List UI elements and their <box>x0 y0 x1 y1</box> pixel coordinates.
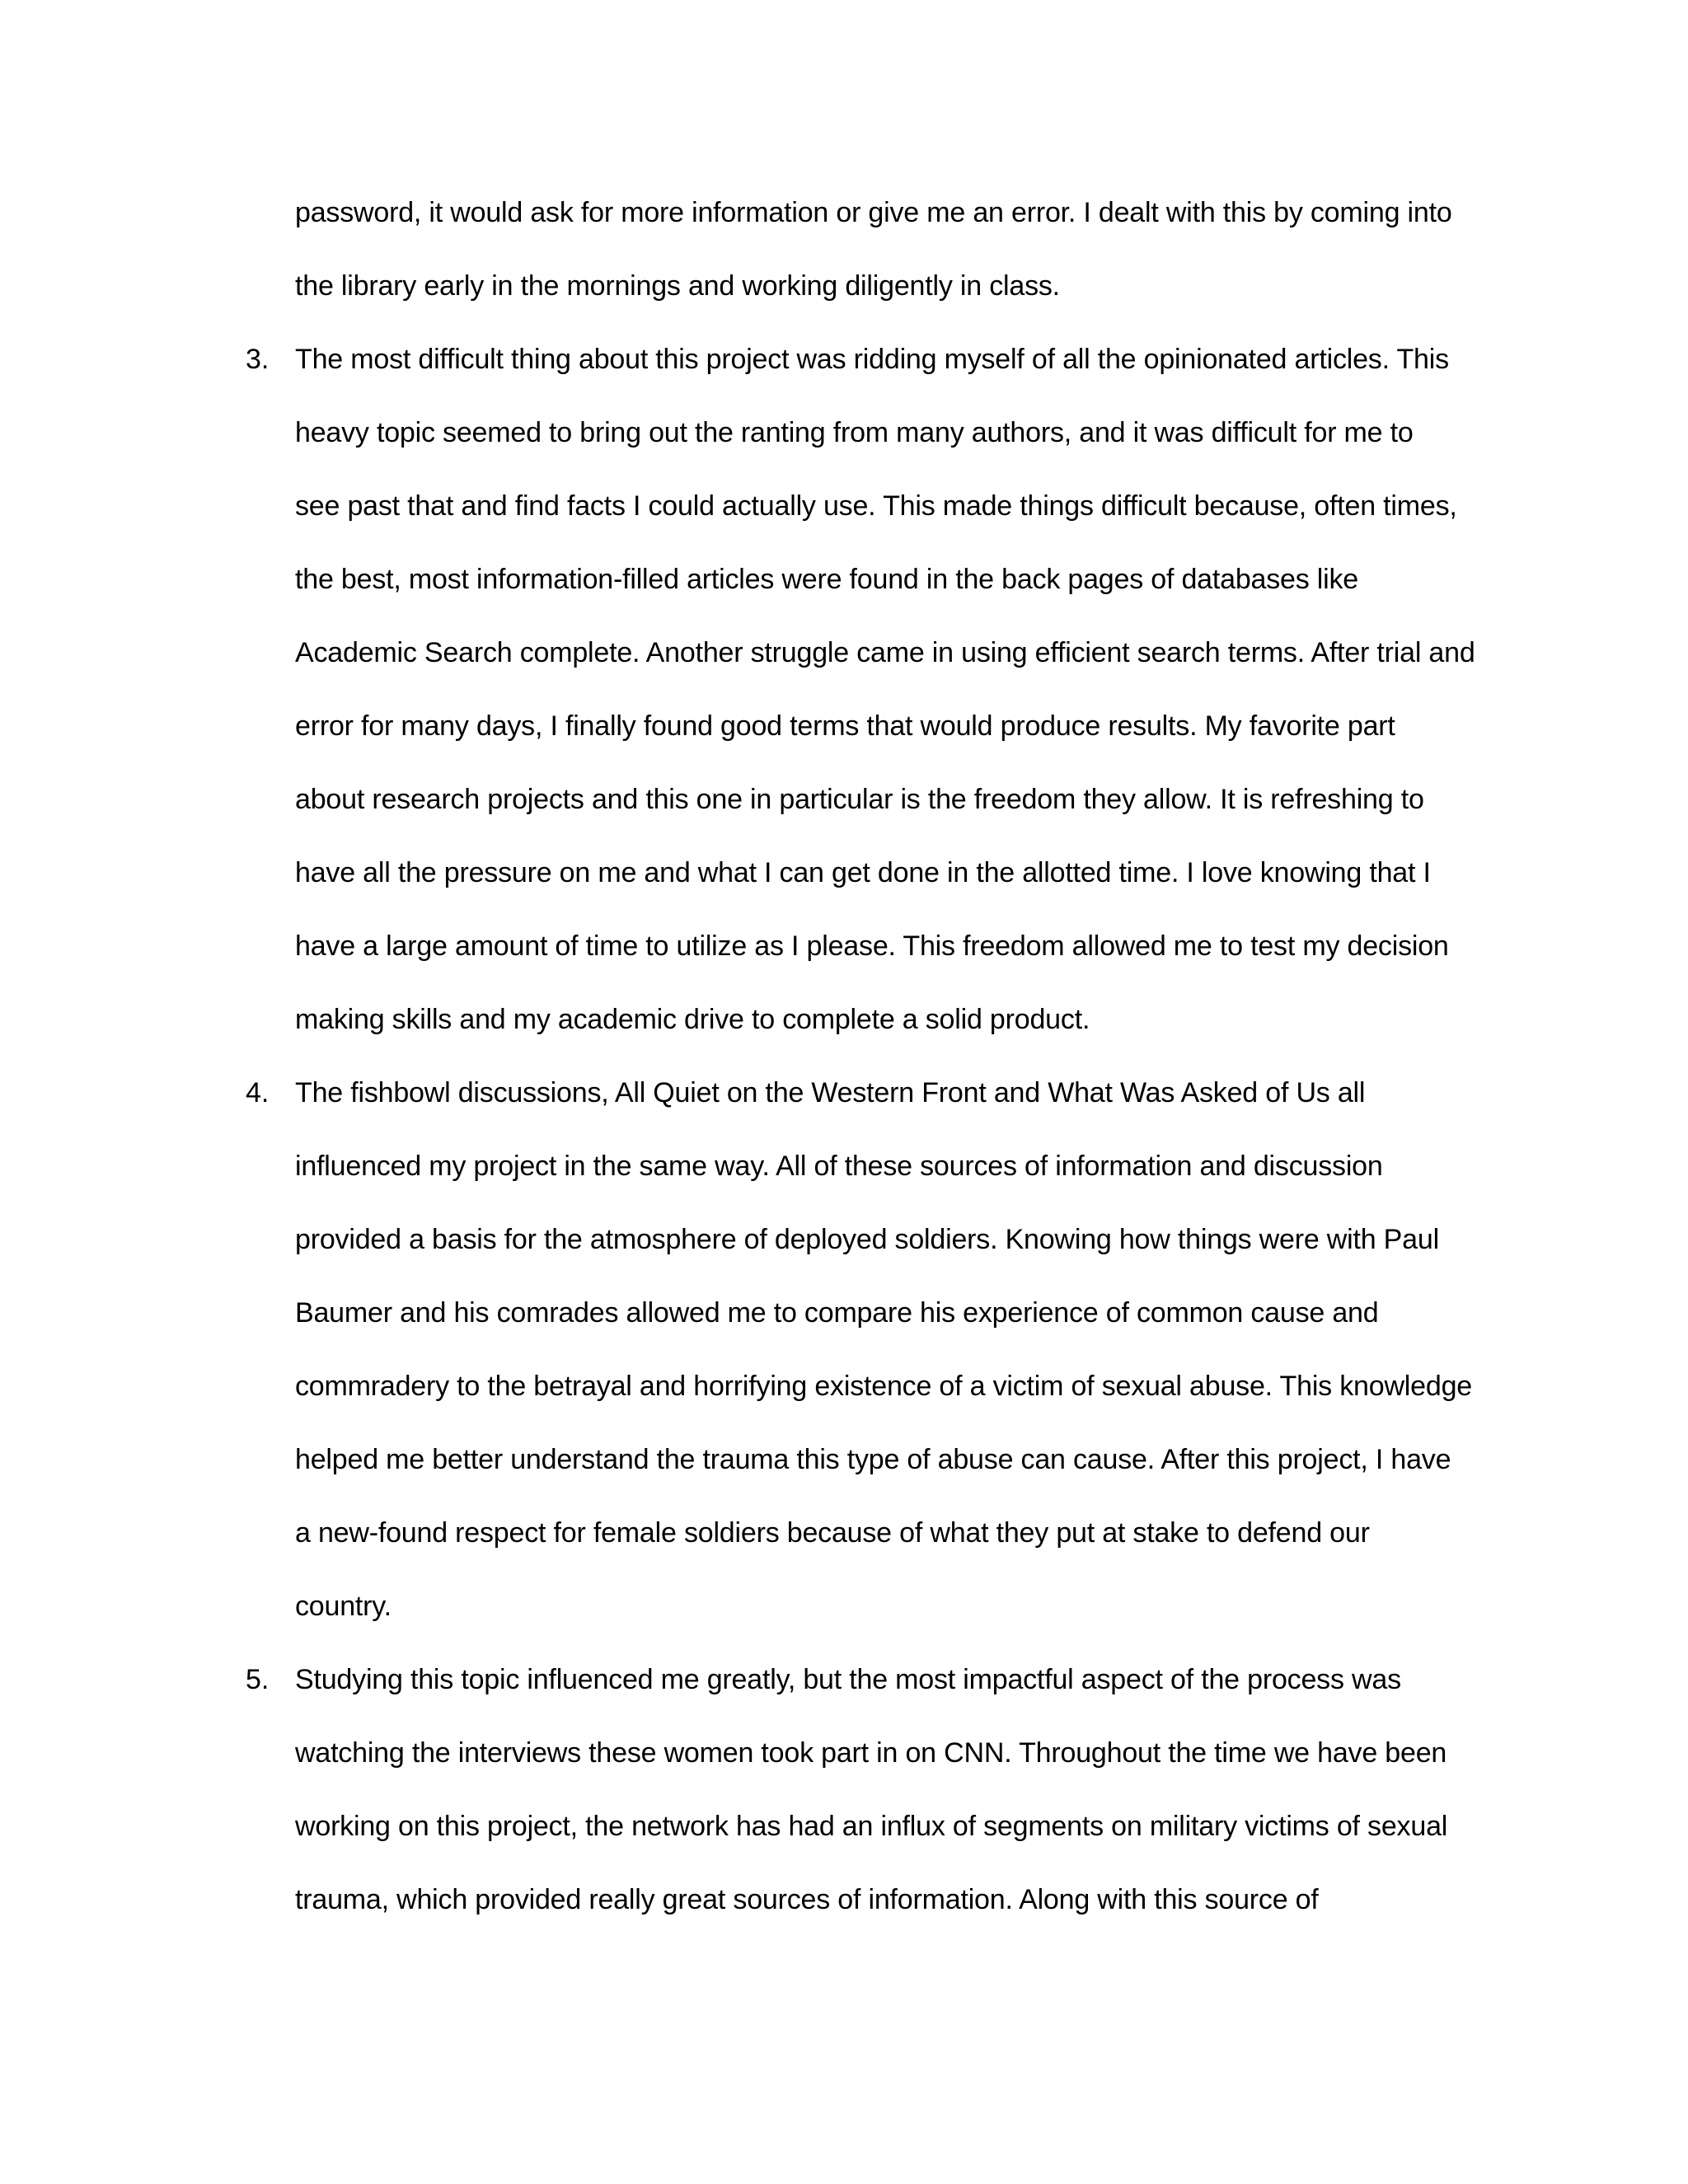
list-item-number: 3. <box>246 344 270 375</box>
paragraph-line: password, it would ask for more information or give me an error. I dealt with this by coming into <box>295 197 1452 228</box>
list-item-number: 4. <box>246 1077 270 1108</box>
paragraph-line: the library early in the mornings and working diligently in class. <box>295 270 1060 302</box>
paragraph-line: have all the pressure on me and what I can get done in the allotted time. I love knowing that I <box>295 857 1431 888</box>
paragraph-line: trauma, which provided really great sources of information. Along with this source of <box>295 1884 1319 1915</box>
paragraph-line: making skills and my academic drive to complete a solid product. <box>295 1004 1090 1035</box>
paragraph-line: Academic Search complete. Another struggle came in using efficient search terms. After trial and <box>295 637 1475 668</box>
paragraph-line: Baumer and his comrades allowed me to compare his experience of common cause and <box>295 1297 1379 1329</box>
paragraph-line: working on this project, the network has had an influx of segments on military victims of sexual <box>295 1811 1448 1842</box>
paragraph-line: heavy topic seemed to bring out the ranting from many authors, and it was difficult for me to <box>295 417 1414 448</box>
paragraph-line: the best, most information-filled articles were found in the back pages of databases like <box>295 564 1359 595</box>
paragraph-line: The fishbowl discussions, All Quiet on the Western Front and What Was Asked of Us all <box>295 1077 1366 1108</box>
paragraph-line: see past that and find facts I could actually use. This made things difficult because, often times, <box>295 490 1457 522</box>
paragraph-line: helped me better understand the trauma this type of abuse can cause. After this project, I have <box>295 1444 1451 1475</box>
paragraph-line: Studying this topic influenced me greatly, but the most impactful aspect of the process was <box>295 1664 1401 1695</box>
paragraph-line: commradery to the betrayal and horrifying existence of a victim of sexual abuse. This knowledge <box>295 1371 1472 1402</box>
paragraph-line: watching the interviews these women took part in on CNN. Throughout the time we have been <box>295 1737 1447 1769</box>
paragraph-line: have a large amount of time to utilize as I please. This freedom allowed me to test my decision <box>295 930 1449 962</box>
paragraph-line: country. <box>295 1591 392 1622</box>
list-item-number: 5. <box>246 1664 270 1695</box>
paragraph-line: influenced my project in the same way. All of these sources of information and discussion <box>295 1151 1383 1182</box>
paragraph-line: a new-found respect for female soldiers because of what they put at stake to defend our <box>295 1517 1370 1549</box>
paragraph-line: about research projects and this one in particular is the freedom they allow. It is refreshing to <box>295 784 1424 815</box>
paragraph-line: error for many days, I finally found good terms that would produce results. My favorite part <box>295 710 1395 742</box>
paragraph-line: The most difficult thing about this project was ridding myself of all the opinionated articles. This <box>295 344 1449 375</box>
paragraph-line: provided a basis for the atmosphere of deployed soldiers. Knowing how things were with Paul <box>295 1224 1439 1255</box>
